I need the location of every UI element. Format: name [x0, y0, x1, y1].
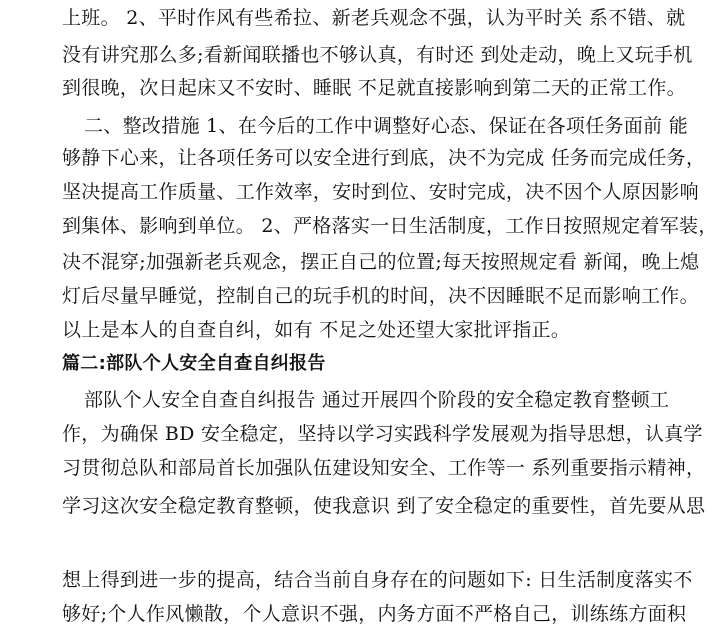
text-line-9: 灯后尽量早睡觉，控制自己的玩手机的时间，决不因睡眠不足而影响工作。: [62, 285, 699, 307]
text-line-1: 上班。 2、平时作风有些希拉、新老兵观念不强，认为平时关 系不错、就: [62, 7, 686, 29]
section-line-6: 够好;个人作风懒散，个人意识不强，内务方面不严格自己，训练练方面积: [62, 603, 687, 625]
text-line-4: 二、整改措施 1、在今后的工作中调整好心态、保证在各项任务面前 能: [84, 115, 689, 137]
text-line-8: 决不混穿;加强新老兵观念，摆正自己的位置;每天按照规定看 新闻，晚上熄: [62, 251, 700, 273]
section-line-4: 学习这次安全稳定教育整顿，使我意识 到了安全稳定的重要性，首先要从思: [62, 495, 706, 517]
section-line-3: 习贯彻总队和部局首长加强队伍建设知安全、工作等一 系列重要指示精神，: [62, 457, 706, 479]
section-line-2: 作，为确保 BD 安全稳定，坚持以学习实践科学发展观为指导思想，认真学: [62, 423, 703, 445]
section-heading: 篇二:部队个人安全自查自纠报告: [62, 353, 326, 374]
text-line-7: 到集体、影响到单位。 2、严格落实一日生活制度，工作日按照规定着军装，: [62, 215, 718, 237]
text-line-5: 够静下心来，让各项任务可以安全进行到底，决不为完成 任务而完成任务，: [62, 147, 706, 169]
section-line-1: 部队个人安全自查自纠报告 通过开展四个阶段的安全稳定教育整顿工: [84, 389, 670, 411]
text-line-10: 以上是本人的自查自纠，如有 不足之处还望大家批评指正。: [62, 319, 571, 341]
section-line-5: 想上得到进一步的提高，结合当前自身存在的问题如下: 日生活制度落实不: [62, 569, 693, 591]
text-line-6: 坚决提高工作质量、工作效率，安时到位、安时完成，决不因个人原因影响: [62, 181, 699, 203]
text-line-3: 到很晚，次日起床又不安时、睡眠 不足就直接影响到第二天的正常工作。: [62, 77, 686, 99]
text-line-2: 没有讲究那么多;看新闻联播也不够认真，有时还 到处走动，晚上又玩手机: [62, 44, 693, 66]
